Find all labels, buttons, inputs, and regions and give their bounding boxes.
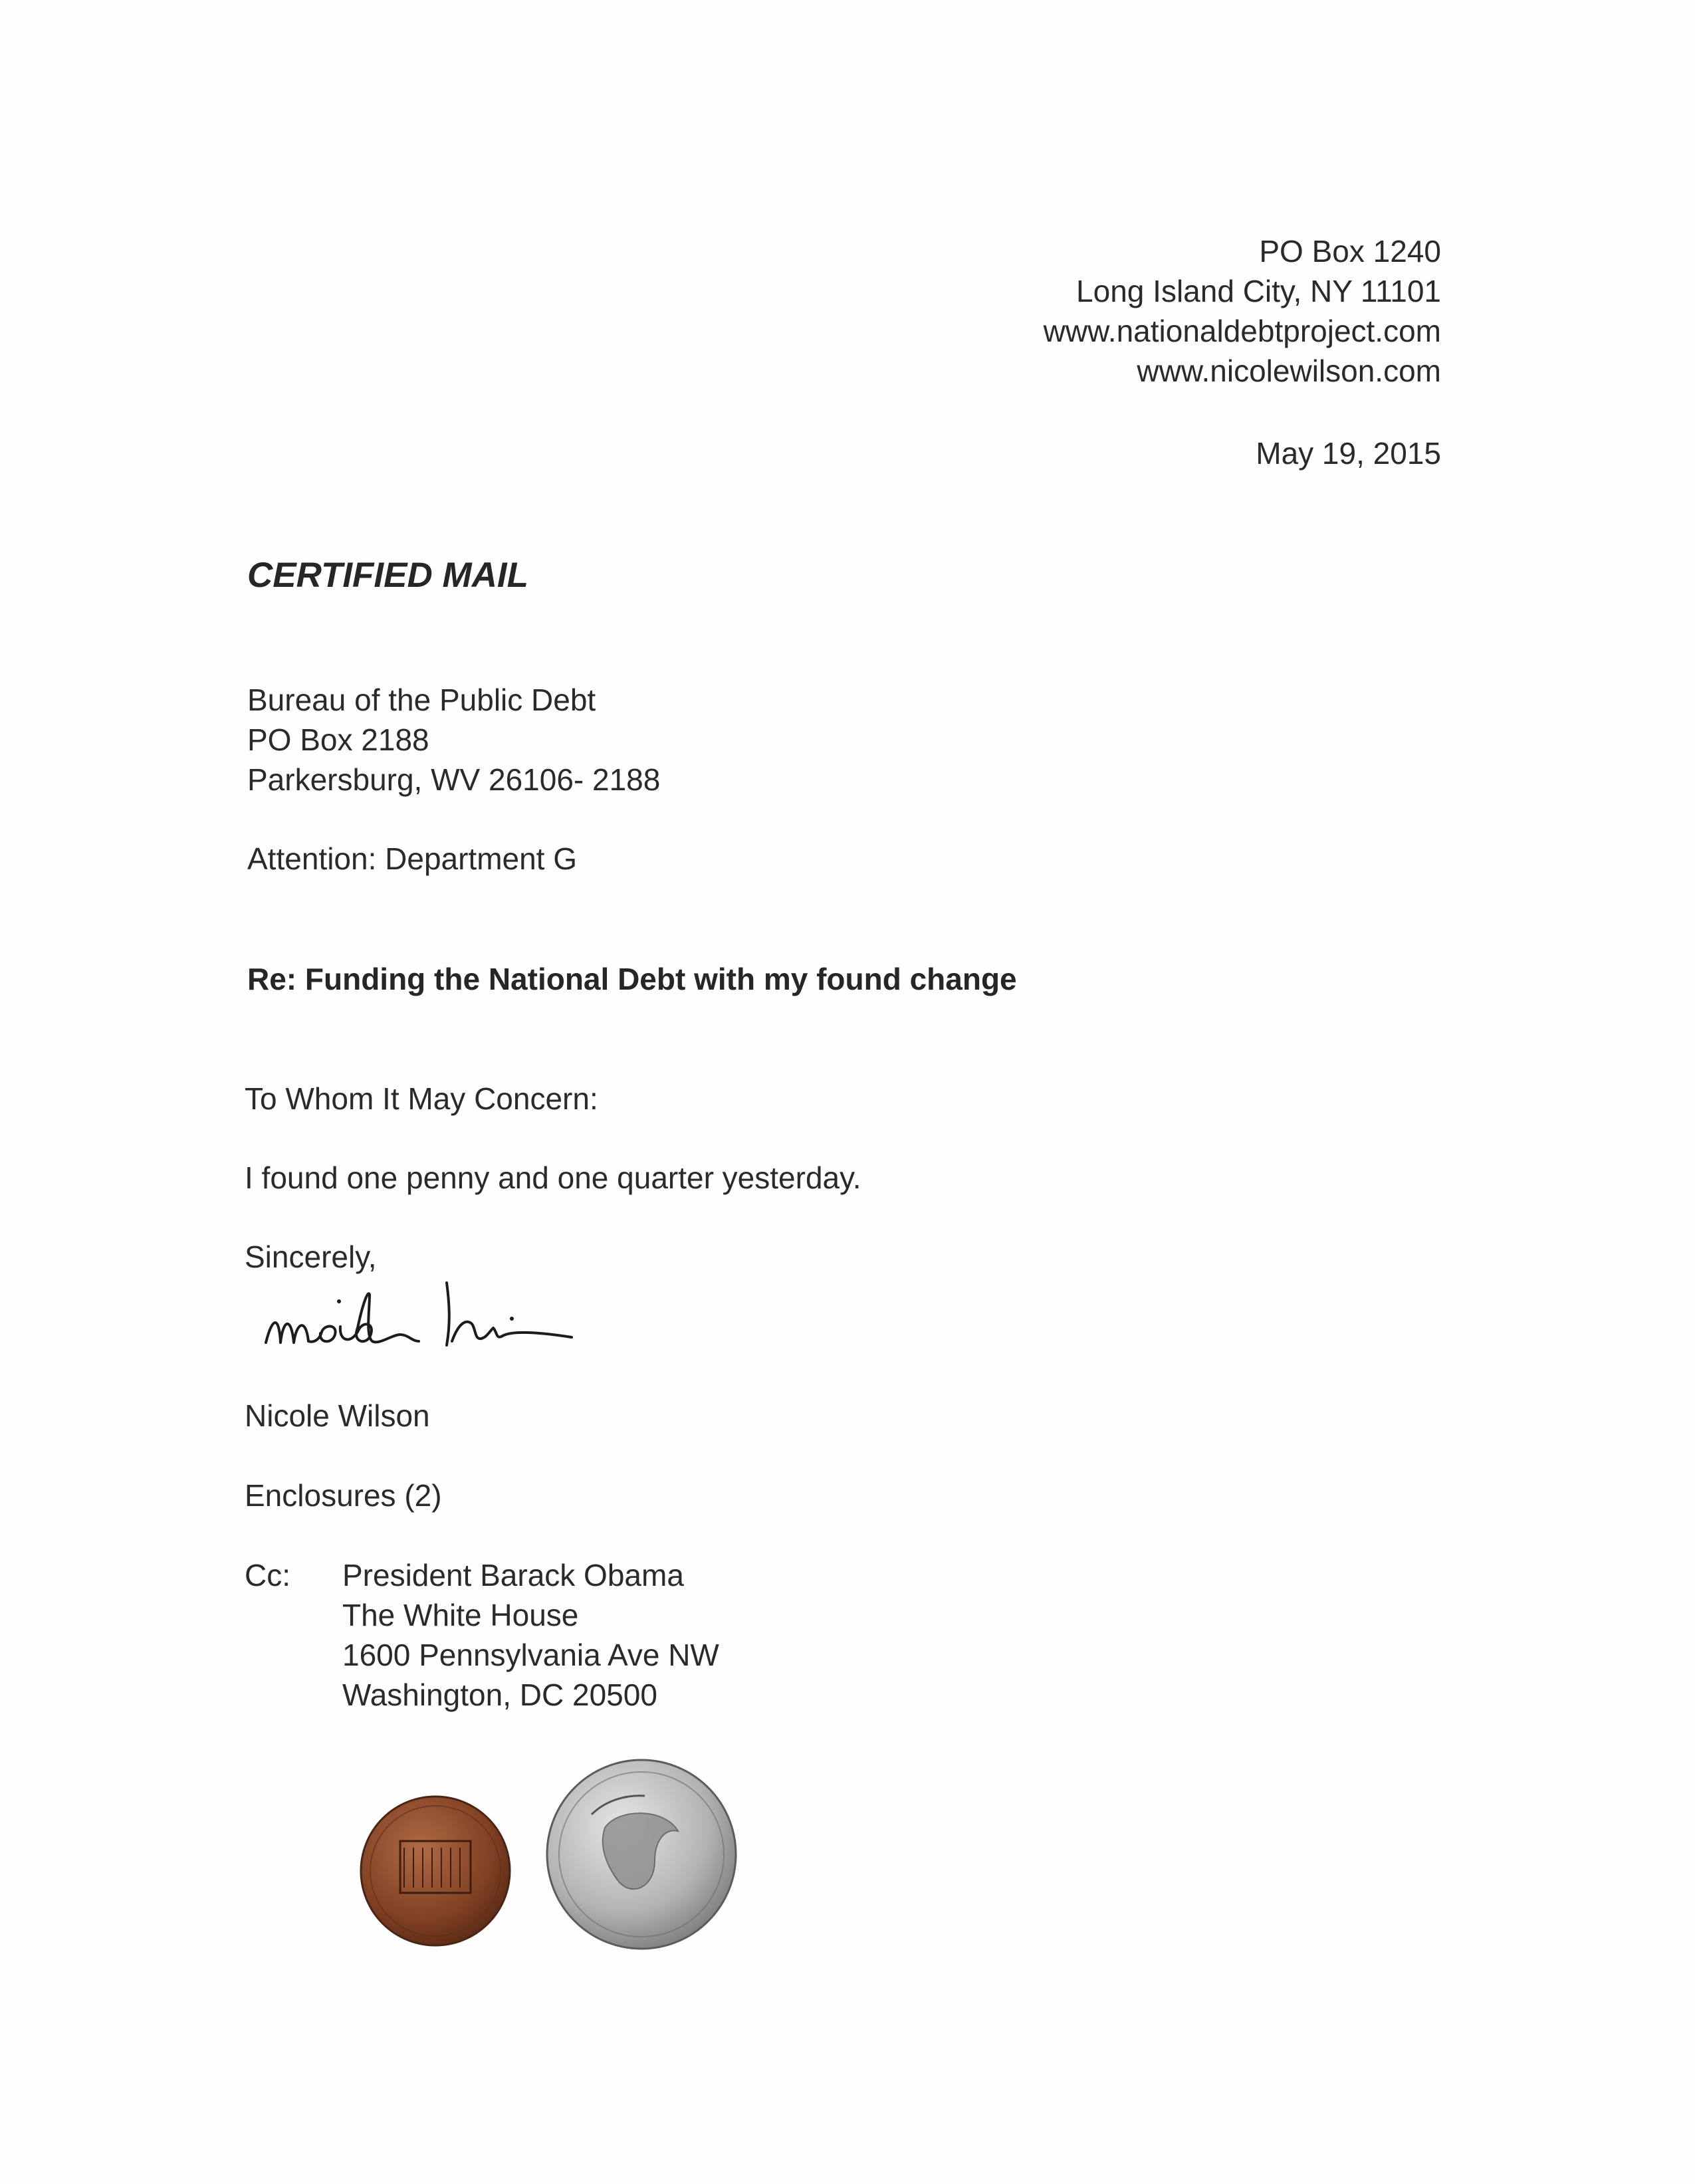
salutation: To Whom It May Concern:	[245, 1081, 598, 1116]
recipient-address	[247, 680, 660, 800]
recipient-name: Bureau of the Public Debt	[247, 683, 596, 717]
enclosures-line: Enclosures (2)	[245, 1478, 442, 1513]
recipient-city-line: Parkersburg, WV 26106- 2188	[247, 762, 661, 797]
subject-line: Re: Funding the National Debt with my found change	[247, 962, 1017, 996]
penny-coin	[361, 1797, 510, 1945]
signer-name: Nicole Wilson	[245, 1398, 430, 1433]
letter-body: I found one penny and one quarter yesterday.	[245, 1160, 861, 1195]
letter-date: May 19, 2015	[1256, 436, 1441, 471]
sender-po-box: PO Box 1240	[1259, 234, 1441, 269]
cc-line-4: Washington, DC 20500	[342, 1678, 657, 1712]
cc-address	[342, 1555, 719, 1715]
sender-website-1: www.nationaldebtproject.com	[1043, 314, 1441, 348]
sender-address	[776, 231, 1441, 391]
attention-line: Attention: Department G	[247, 841, 578, 876]
sender-city-line: Long Island City, NY 11101	[1076, 274, 1441, 308]
handwritten-signature	[253, 1263, 638, 1363]
cc-line-1: President Barack Obama	[342, 1558, 684, 1592]
closing: Sincerely,	[245, 1240, 377, 1274]
cc-label: Cc:	[245, 1558, 290, 1592]
quarter-coin	[547, 1760, 736, 1949]
enclosed-coins	[352, 1755, 764, 1954]
cc-line-3: 1600 Pennsylvania Ave NW	[342, 1638, 719, 1672]
sender-website-2: www.nicolewilson.com	[1137, 354, 1441, 388]
cc-line-2: The White House	[342, 1598, 579, 1632]
recipient-po-box: PO Box 2188	[247, 722, 429, 757]
mail-type-heading: CERTIFIED MAIL	[247, 556, 529, 595]
